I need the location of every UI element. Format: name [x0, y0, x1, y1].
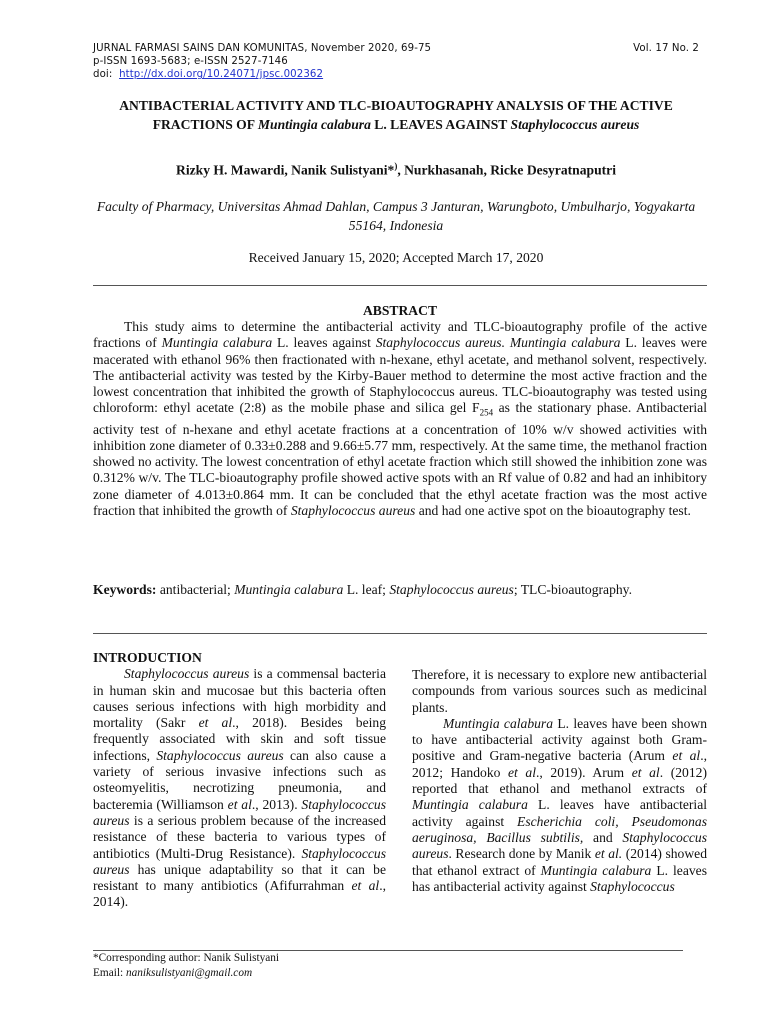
- title-text-2: L. LEAVES AGAINST: [370, 116, 511, 132]
- intro-italic: Muntingia calabura: [540, 862, 652, 878]
- doi-link[interactable]: http://dx.doi.org/10.24071/jpsc.002362: [119, 69, 324, 81]
- email-label: Email:: [93, 967, 126, 979]
- intro-italic: Staphylococcus aureus: [93, 796, 386, 828]
- doi-label: doi:: [93, 69, 113, 81]
- abstract-text: and had one active spot on the bioautography test.: [415, 502, 691, 518]
- intro-italic: Staphylococcus: [590, 878, 675, 894]
- intro-text: . Research done by Manik: [448, 846, 595, 862]
- intro-italic: Escherichia coli, Pseudomonas aeruginosa, Bacillus subtilis,: [412, 813, 707, 845]
- intro-text: has unique adaptability so that it can be resistant to many antibiotics (Afifurrahman: [93, 861, 386, 894]
- intro-italic: Staphylococcus aureus: [124, 666, 250, 682]
- abstract-text: L. leaves were macerated with ethanol 96% then fractionated with n-hexane, ethyl acetate, and methanol solvent, respectively. The antibacterial activity was tested by the Kirby-Bauer method to determine the most active fraction and the lowest concentration that inhibited the growth of Staphylococcus aureus. TLC-bioautography was tested using chloroform: ethyl acetate (2:8) as the mobile phase and silica gel F: [93, 335, 708, 416]
- footnote-email-line: [93, 966, 279, 981]
- intro-paragraph-2: Therefore, it is necessary to explore new antibacterial compounds from various sources such as medicinal plants.: [412, 667, 707, 715]
- intro-text: ., 2014).: [93, 878, 386, 910]
- keywords-label: Keywords:: [93, 582, 157, 597]
- intro-text: is a serious problem because of the increased resistance of these bacteria to various types of antibiotics (Multi-Drug Resistance).: [93, 812, 386, 861]
- intro-text: ., 2012; Handoko: [412, 748, 707, 780]
- intro-italic: et al: [508, 764, 537, 780]
- keyword: Staphylococcus aureus: [389, 582, 514, 597]
- intro-text: can also cause a variety of serious invasive infections such as osteomyelitis, necrotizing pneumonia, and bacteremia (Williamson: [93, 747, 386, 812]
- abstract-text: as the stationary phase. Antibacterial activity test of n-hexane and ethyl acetate fractions at a concentration of 10% w/v showed activities with inhibition zone diameter of 0.33±0.288 and 9.66±5.77 mm, respectively. At the same time, the methanol fraction showed no activity. The lowest concentration of ethyl acetate fraction which still showed the inhibition zone was 0.312% w/v. The TLC-bioautography profile showed active spots with an Rf value of 0.82 and had an inhibitory zone diameter of 4.013±0.864 mm. It can be concluded that the ethyl acetate fraction was the most active fraction that inhibited the growth of: [93, 400, 707, 518]
- author-sup: ): [394, 161, 398, 171]
- intro-text: ., 2013).: [251, 796, 302, 812]
- keyword: Muntingia calabura: [234, 582, 344, 597]
- intro-text: L. leaves have been shown to have antibacterial activity against both Gram-positive and Gram-negative bacteria (Arum: [412, 715, 708, 764]
- abstract-italic: Muntingia calabura: [161, 335, 273, 351]
- journal-citation: JURNAL FARMASI SAINS DAN KOMUNITAS, November 2020, 69-75: [93, 43, 432, 54]
- divider-bottom: [93, 633, 707, 634]
- abstract-body: [93, 319, 707, 519]
- intro-text: ., 2019). Arum: [536, 764, 632, 780]
- journal-issn: p-ISSN 1693-5683; e-ISSN 2527-7146: [93, 56, 288, 68]
- intro-italic: Staphylococcus aureus: [412, 829, 707, 862]
- intro-text: . (2012) reported that ethanol and methanol extracts of: [412, 764, 707, 797]
- keyword: L. leaf;: [343, 582, 390, 597]
- title-species: Muntingia calabura: [257, 116, 371, 132]
- intro-italic: et al: [198, 715, 233, 731]
- journal-volume: Vol. 17 No. 2: [633, 43, 699, 54]
- intro-text: (2014) showed that ethanol extract of: [412, 846, 707, 878]
- intro-italic: Staphylococcus aureus: [156, 747, 284, 763]
- authors-text: Rizky H. Mawardi, Nanik Sulistyani*: [176, 162, 395, 178]
- divider-top: [93, 285, 707, 286]
- keyword: antibacterial;: [156, 582, 235, 597]
- keywords: [93, 582, 707, 599]
- intro-paragraph-1: [93, 666, 386, 910]
- affiliation: Faculty of Pharmacy, Universitas Ahmad Dahlan, Campus 3 Janturan, Warungboto, Umbulharjo, Yogyakarta 55164, Indonesia: [96, 199, 696, 233]
- journal-header: [93, 42, 699, 82]
- intro-italic: Staphylococcus aureus: [93, 845, 386, 877]
- footnote: [93, 951, 279, 981]
- paper-title: [93, 97, 699, 134]
- abstract-italic: Staphylococcus aureus. Muntingia calabura: [375, 335, 621, 351]
- intro-italic: et al: [351, 878, 380, 894]
- intro-text: L. leaves has antibacterial activity against: [412, 862, 707, 894]
- email-address: naniksulistyani@gmail.com: [125, 967, 253, 979]
- abstract-heading: ABSTRACT: [362, 303, 438, 318]
- intro-text: ., 2018). Besides being frequently associated with skin and soft tissue infections,: [93, 715, 386, 763]
- intro-left-column: [93, 650, 386, 911]
- intro-italic: et al: [631, 764, 660, 780]
- abstract-text: L. leaves against: [272, 335, 376, 351]
- intro-italic: et al: [227, 796, 252, 812]
- intro-right-column: [412, 667, 707, 895]
- intro-heading: INTRODUCTION: [93, 650, 202, 665]
- corresponding-author: *Corresponding author: Nanik Sulistyani: [93, 952, 280, 964]
- journal-doi: [93, 68, 699, 81]
- title-text: ANTIBACTERIAL ACTIVITY AND TLC-BIOAUTOGRAPHY ANALYSIS OF THE ACTIVE FRACTIONS OF: [119, 98, 673, 132]
- title-bacterium: Staphylococcus aureus: [510, 116, 640, 132]
- abstract-text: This study aims to determine the antibacterial activity and TLC-bioautography profile of the active fractions of: [93, 319, 707, 351]
- abstract-italic: Staphylococcus aureus: [290, 502, 416, 518]
- intro-text: is a commensal bacteria in human skin and mucosae but this bacteria often causes serious infections with high morbidity and mortality (Sakr: [93, 666, 386, 731]
- intro-italic: Muntingia calabura: [443, 715, 554, 731]
- intro-italic: Muntingia calabura: [412, 797, 528, 813]
- intro-italic: et al: [672, 748, 701, 764]
- keyword: ; TLC-bioautography.: [513, 582, 632, 597]
- intro-text: and: [583, 829, 623, 845]
- intro-text: L. leaves have antibacterial activity against: [412, 797, 708, 829]
- received-dates: Received January 15, 2020; Accepted March 17, 2020: [248, 250, 544, 265]
- authors-text-2: , Nurkhasanah, Ricke Desyratnaputri: [397, 162, 616, 178]
- intro-paragraph-3: [412, 716, 707, 895]
- abstract-subscript: 254: [479, 408, 494, 419]
- author-list: [93, 161, 699, 179]
- intro-italic: et al.: [594, 846, 623, 862]
